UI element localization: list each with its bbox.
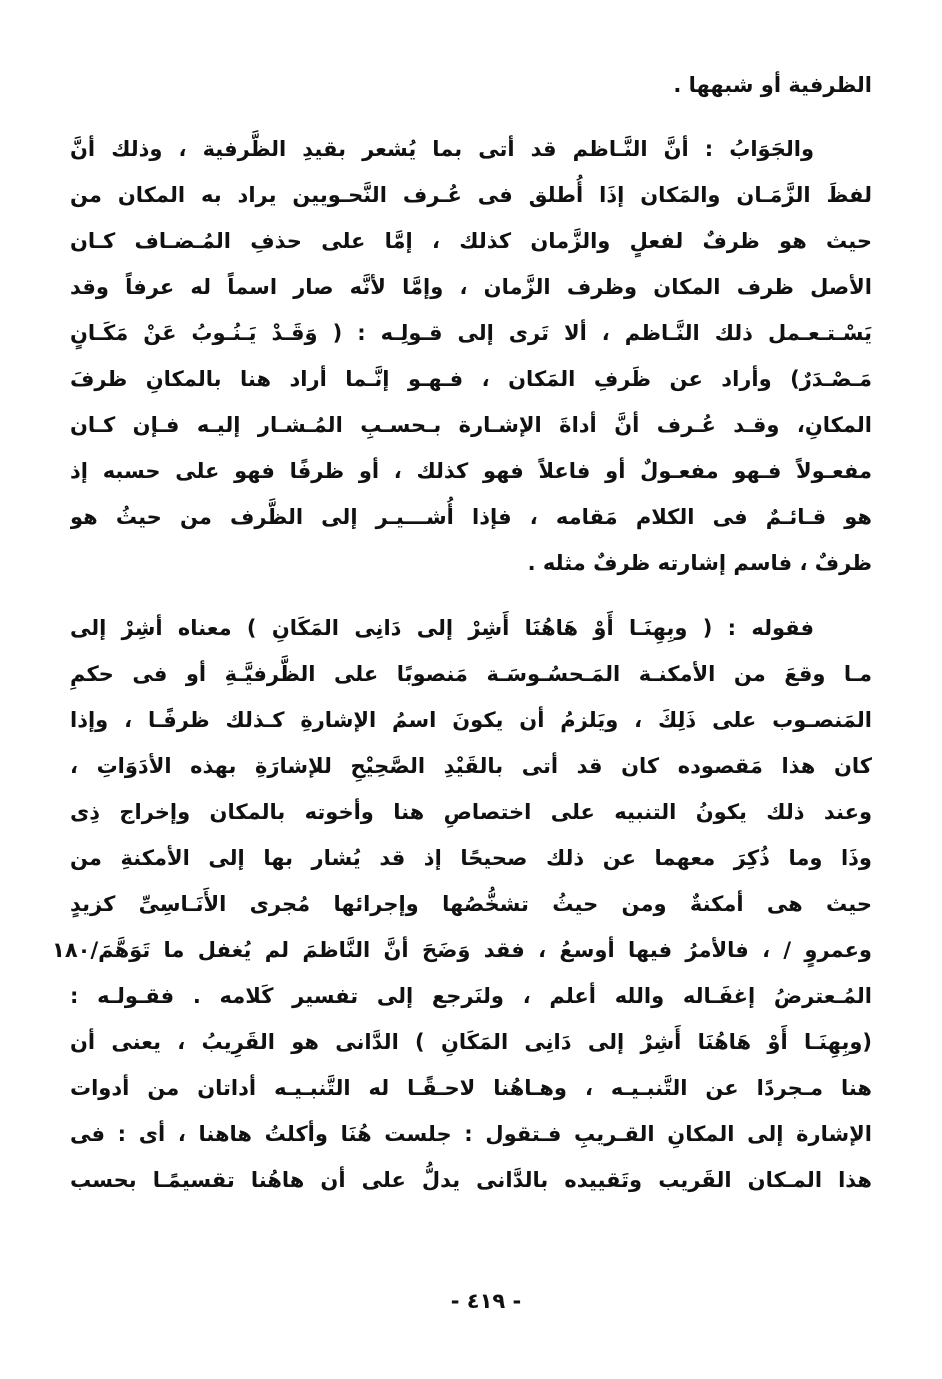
text-line-13: مـا وقعَ من الأمكنـة المَـحسُـوسَـة مَنصوبًا على الظَّرفيَّـةِ أو فى حكمِ (70, 662, 872, 686)
text-line-20: المُـعترضُ إغفَـاله والله أعلم ، ولنَرجع إلى تفسير كَلامه . فقـولـه : (70, 984, 872, 1008)
text-line-16: وعند ذلك يكونُ التنبيه على اختصاصِ هنا وأخوته بالمكان وإخراج ذِى (70, 800, 872, 824)
text-line-4: حيث هو ظرفٌ لفعلٍ والزَّمان كذلك ، إمَّا على حذفِ المُـضـاف كـان (70, 229, 872, 253)
text-line-15: كان هذا مَقصوده كان قد أتى بالقَيْدِ الصَّحِيْحِ للإشارَةِ بهذه الأدَوَاتِ ، (70, 754, 872, 778)
page-number: - ٤١٩ - (450, 1289, 522, 1313)
text-line-5: الأصل ظرف المكان وظرف الزَّمان ، وإمَّا لأنَّه صار اسماً له عرفاً وقد (70, 275, 872, 299)
text-line-24: هذا المـكان القَريب وتَقييده بالدَّانى يدلُّ على أن هاهُنا تقسيمًـا بحسب (70, 1168, 872, 1192)
text-line-1: الظرفية أو شبهها . (673, 73, 872, 97)
text-line-18: حيث هى أمكنةٌ ومن حيثُ تشخُّصُها وإجرائها مُجرى الأَنَـاسِىِّ كزيدٍ (70, 892, 872, 916)
text-line-23: الإشارة إلى المكانِ القـريبِ فـتقول : جلست هُنَا وأكلتُ هاهنا ، أى : فى (70, 1122, 872, 1146)
text-line-6: يَسْـتـعـمل ذلك النَّـاظم ، ألا تَرى إلى قـولِـه : ( وَقَـدْ يَـنُـوبُ عَنْ مَكَـانٍ (70, 321, 872, 345)
text-line-22: هنا مـجردًا عن التَّنبـيـه ، وهـاهُنا لاحـقًـا له التَّنبـيـه أداتان من أدوات (70, 1076, 872, 1100)
text-line-9: مفعـولاً فـهو مفعـولٌ أو فاعلاً فهو كذلك ، أو ظرفًا فهو على حسبه إذ (70, 459, 872, 483)
text-line-19: وعمروٍ / ، فالأمرُ فيها أوسعُ ، فقد وَضَحَ أنَّ النَّاظمَ لم يُغفل ما تَوَهَّمَ/١٨٠ (52, 938, 872, 962)
text-line-2: والجَوَابُ : أنَّ النَّـاظم قد أتى بما يُشعر بقيدِ الظَّرفية ، وذلك أنَّ (70, 137, 814, 161)
text-line-7: مَـصْـدَرٌ) وأراد عن ظَرفِ المَكان ، فـهـو إنَّـما أراد هنا بالمكانِ ظرفَ (70, 367, 872, 391)
text-line-12: فقوله : ( وبِهِنَـا أَوْ هَاهُنَا أَشِرْ إلى دَانِى المَكَانِ ) معناه أشِرْ إلى (70, 616, 814, 640)
text-line-8: المكانِ، وقـد عُـرف أنَّ أداةَ الإشـارة بـحسـبِ المُـشـار إليـه فـإن كـان (70, 413, 872, 437)
text-line-10: هو قـائـمٌ فى الكلام مَقامه ، فإذا أُشـــيـر إلى الظَّرف من حيثُ هو (70, 505, 872, 529)
text-line-11: ظرفٌ ، فاسم إشارته ظرفٌ مثله . (527, 551, 872, 575)
text-line-14: المَنصـوب على ذَلِكَ ، ويَلزمُ أن يكونَ اسمُ الإشارةِ كـذلك ظرفًـا ، وإذا (70, 708, 872, 732)
text-line-17: وذَا وما ذُكِرَ معهما عن ذلك صحيحًا إذ قد يُشار بها إلى الأمكنةِ من (70, 846, 872, 870)
text-line-3: لفظَ الزَّمَـان والمَكان إذَا أُطلق فى عُـرف النَّحـويين يراد به المكان من (70, 183, 872, 207)
text-line-21: (وبِهِنَـا أَوْ هَاهُنَا أَشِرْ إلى دَانِى المَكَانِ ) الدَّانى هو القَرِيبُ ، يعنى أن (70, 1030, 872, 1054)
